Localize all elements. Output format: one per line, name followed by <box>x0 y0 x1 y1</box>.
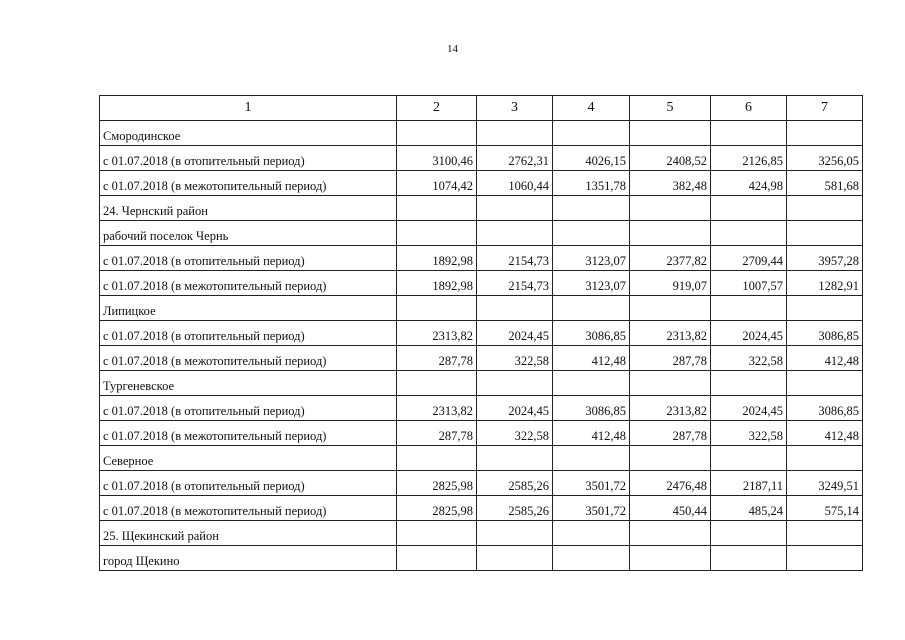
cell-value <box>711 371 787 396</box>
cell-value <box>477 446 553 471</box>
cell-value: 2709,44 <box>711 246 787 271</box>
cell-value: 2313,82 <box>630 396 711 421</box>
table-row <box>100 371 863 396</box>
table-row <box>100 346 863 371</box>
cell-value: 412,48 <box>787 346 863 371</box>
row-label: с 01.07.2018 (в отопительный период) <box>100 246 397 271</box>
row-label: 24. Чернский район <box>100 196 397 221</box>
table-row <box>100 121 863 146</box>
cell-value: 3501,72 <box>553 496 630 521</box>
column-header: 1 <box>100 96 397 121</box>
row-label: Северное <box>100 446 397 471</box>
cell-value <box>397 521 477 546</box>
cell-value <box>630 546 711 571</box>
cell-value <box>477 121 553 146</box>
table-row <box>100 546 863 571</box>
cell-value: 1892,98 <box>397 271 477 296</box>
cell-value: 3256,05 <box>787 146 863 171</box>
cell-value <box>477 521 553 546</box>
row-label: с 01.07.2018 (в отопительный период) <box>100 321 397 346</box>
table-header-row <box>100 96 863 121</box>
table-row <box>100 271 863 296</box>
row-label: с 01.07.2018 (в межотопительный период) <box>100 271 397 296</box>
column-header: 2 <box>397 96 477 121</box>
cell-value: 2024,45 <box>477 396 553 421</box>
cell-value <box>553 121 630 146</box>
table-row <box>100 396 863 421</box>
cell-value: 485,24 <box>711 496 787 521</box>
cell-value: 3086,85 <box>787 321 863 346</box>
table-row <box>100 496 863 521</box>
column-header: 7 <box>787 96 863 121</box>
column-header: 4 <box>553 96 630 121</box>
cell-value: 2408,52 <box>630 146 711 171</box>
table-row <box>100 246 863 271</box>
cell-value <box>630 446 711 471</box>
cell-value: 2024,45 <box>711 321 787 346</box>
cell-value <box>630 371 711 396</box>
table-row <box>100 171 863 196</box>
row-label: с 01.07.2018 (в межотопительный период) <box>100 346 397 371</box>
tariff-table <box>99 95 863 571</box>
cell-value: 3123,07 <box>553 246 630 271</box>
cell-value <box>711 121 787 146</box>
page-number: 14 <box>447 43 458 55</box>
row-label: с 01.07.2018 (в отопительный период) <box>100 471 397 496</box>
cell-value <box>787 446 863 471</box>
cell-value <box>553 521 630 546</box>
cell-value <box>553 296 630 321</box>
cell-value <box>397 221 477 246</box>
cell-value: 2585,26 <box>477 496 553 521</box>
column-header: 5 <box>630 96 711 121</box>
cell-value <box>477 196 553 221</box>
cell-value: 2313,82 <box>397 321 477 346</box>
cell-value: 1060,44 <box>477 171 553 196</box>
row-label: рабочий поселок Чернь <box>100 221 397 246</box>
cell-value: 412,48 <box>553 421 630 446</box>
cell-value <box>787 196 863 221</box>
cell-value <box>711 521 787 546</box>
cell-value <box>477 546 553 571</box>
row-label: с 01.07.2018 (в отопительный период) <box>100 146 397 171</box>
cell-value: 3086,85 <box>553 321 630 346</box>
cell-value: 581,68 <box>787 171 863 196</box>
cell-value <box>553 546 630 571</box>
cell-value: 3249,51 <box>787 471 863 496</box>
cell-value <box>397 121 477 146</box>
table-row <box>100 421 863 446</box>
cell-value: 322,58 <box>477 346 553 371</box>
row-label: город Щекино <box>100 546 397 571</box>
table-row <box>100 296 863 321</box>
row-label: 25. Щекинский район <box>100 521 397 546</box>
cell-value: 287,78 <box>630 421 711 446</box>
table-row <box>100 321 863 346</box>
cell-value: 450,44 <box>630 496 711 521</box>
table-row <box>100 146 863 171</box>
cell-value <box>553 221 630 246</box>
cell-value: 287,78 <box>397 421 477 446</box>
cell-value <box>787 221 863 246</box>
cell-value: 2762,31 <box>477 146 553 171</box>
cell-value <box>630 296 711 321</box>
cell-value <box>787 546 863 571</box>
column-header: 3 <box>477 96 553 121</box>
cell-value <box>711 221 787 246</box>
cell-value <box>553 371 630 396</box>
cell-value <box>787 371 863 396</box>
cell-value: 2154,73 <box>477 246 553 271</box>
cell-value: 1007,57 <box>711 271 787 296</box>
row-label: с 01.07.2018 (в межотопительный период) <box>100 496 397 521</box>
cell-value <box>553 446 630 471</box>
cell-value: 424,98 <box>711 171 787 196</box>
cell-value: 1351,78 <box>553 171 630 196</box>
table-row <box>100 196 863 221</box>
cell-value: 3086,85 <box>553 396 630 421</box>
row-label: Липицкое <box>100 296 397 321</box>
cell-value <box>477 371 553 396</box>
column-header: 6 <box>711 96 787 121</box>
table-row <box>100 471 863 496</box>
cell-value: 3957,28 <box>787 246 863 271</box>
cell-value: 2154,73 <box>477 271 553 296</box>
cell-value: 2476,48 <box>630 471 711 496</box>
cell-value <box>711 296 787 321</box>
cell-value: 2313,82 <box>397 396 477 421</box>
table-row <box>100 446 863 471</box>
cell-value: 2024,45 <box>477 321 553 346</box>
cell-value: 2126,85 <box>711 146 787 171</box>
cell-value: 1074,42 <box>397 171 477 196</box>
cell-value: 1892,98 <box>397 246 477 271</box>
cell-value <box>630 196 711 221</box>
cell-value: 919,07 <box>630 271 711 296</box>
cell-value: 2585,26 <box>477 471 553 496</box>
cell-value: 287,78 <box>630 346 711 371</box>
cell-value <box>630 221 711 246</box>
cell-value: 2187,11 <box>711 471 787 496</box>
cell-value <box>553 196 630 221</box>
row-label: Тургеневское <box>100 371 397 396</box>
cell-value <box>630 121 711 146</box>
cell-value: 322,58 <box>477 421 553 446</box>
row-label: с 01.07.2018 (в межотопительный период) <box>100 421 397 446</box>
cell-value: 322,58 <box>711 346 787 371</box>
table-row <box>100 521 863 546</box>
cell-value: 3501,72 <box>553 471 630 496</box>
cell-value: 412,48 <box>553 346 630 371</box>
cell-value: 3123,07 <box>553 271 630 296</box>
cell-value: 412,48 <box>787 421 863 446</box>
row-label: с 01.07.2018 (в отопительный период) <box>100 396 397 421</box>
cell-value: 2377,82 <box>630 246 711 271</box>
cell-value <box>787 521 863 546</box>
cell-value <box>397 196 477 221</box>
cell-value <box>630 521 711 546</box>
cell-value <box>711 446 787 471</box>
cell-value <box>397 446 477 471</box>
cell-value <box>397 371 477 396</box>
cell-value: 287,78 <box>397 346 477 371</box>
cell-value <box>397 296 477 321</box>
row-label: Смородинское <box>100 121 397 146</box>
cell-value <box>711 196 787 221</box>
cell-value: 4026,15 <box>553 146 630 171</box>
cell-value <box>477 296 553 321</box>
cell-value: 3086,85 <box>787 396 863 421</box>
cell-value: 3100,46 <box>397 146 477 171</box>
cell-value <box>711 546 787 571</box>
cell-value: 2313,82 <box>630 321 711 346</box>
cell-value: 382,48 <box>630 171 711 196</box>
cell-value: 575,14 <box>787 496 863 521</box>
cell-value: 2024,45 <box>711 396 787 421</box>
table-row <box>100 221 863 246</box>
cell-value <box>787 121 863 146</box>
cell-value <box>397 546 477 571</box>
cell-value: 1282,91 <box>787 271 863 296</box>
cell-value: 2825,98 <box>397 496 477 521</box>
cell-value: 322,58 <box>711 421 787 446</box>
cell-value <box>787 296 863 321</box>
cell-value <box>477 221 553 246</box>
cell-value: 2825,98 <box>397 471 477 496</box>
row-label: с 01.07.2018 (в межотопительный период) <box>100 171 397 196</box>
